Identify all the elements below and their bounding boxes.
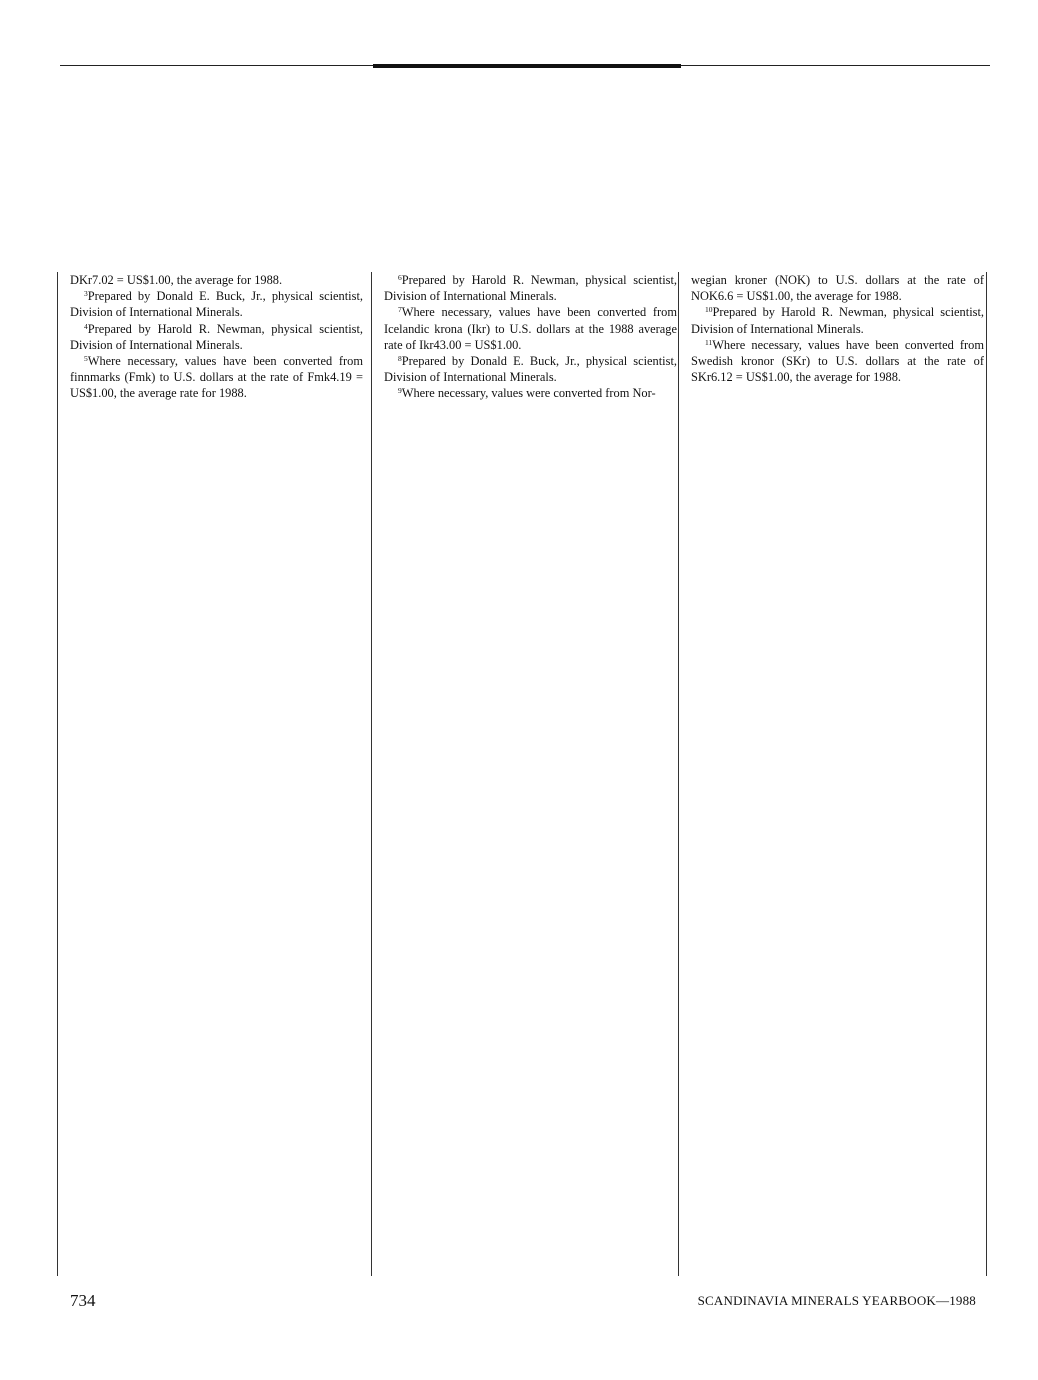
footnotes-column-3 [691, 272, 984, 385]
column-divider-left [57, 272, 58, 1276]
footnote-text: Where necessary, values were converted from Nor- [401, 386, 656, 401]
footnote-5 [70, 353, 363, 402]
footnote-text: Prepared by Donald E. Buck, Jr., physical scientist, Division of International Minerals. [70, 289, 363, 320]
footnote-marker: 10 [705, 305, 713, 315]
footnote-11 [691, 337, 984, 386]
footnote-marker: 11 [705, 337, 713, 347]
footnote-marker: 3 [84, 289, 88, 299]
footnote-text: wegian kroner (NOK) to U.S. dollars at the rate of NOK6.6 = US$1.00, the average for 1988. [691, 273, 984, 304]
footnote-marker: 9 [398, 386, 402, 396]
footnote-3 [70, 288, 363, 320]
top-rule-heavy [373, 64, 681, 68]
footnote-2-continued [70, 272, 363, 288]
footnote-marker: 5 [84, 354, 88, 364]
footnote-9-continued [691, 272, 984, 304]
footnote-9 [384, 385, 677, 401]
footnote-text: Where necessary, values have been converted from Swedish kronor (SKr) to U.S. dollars at the rate of SKr6.12 = US$1.00, the average for 1988. [691, 337, 984, 385]
footnote-10 [691, 304, 984, 336]
column-divider-center-left [371, 272, 372, 1276]
footnote-6 [384, 272, 677, 304]
footnote-marker: 6 [398, 273, 402, 282]
footnote-marker: 4 [84, 321, 88, 331]
footnote-marker: 7 [398, 305, 402, 315]
column-divider-right [986, 272, 987, 1276]
footnote-text: Prepared by Donald E. Buck, Jr., physical scientist, Division of International Minerals. [384, 354, 677, 385]
footnote-7 [384, 304, 677, 353]
page-number: 734 [70, 1291, 96, 1310]
footnotes-column-2 [384, 272, 677, 402]
footnote-text: Where necessary, values have been converted from finnmarks (Fmk) to U.S. dollars at the rate of Fmk4.19 = US$1.00, the average rate for 1988. [70, 354, 363, 401]
footnote-4 [70, 321, 363, 353]
footnote-text: Prepared by Harold R. Newman, physical scientist, Division of International Minerals. [70, 321, 363, 352]
footnote-text: Prepared by Harold R. Newman, physical scientist, Division of International Minerals. [691, 305, 984, 336]
footnote-8 [384, 353, 677, 385]
running-footer-title: SCANDINAVIA MINERALS YEARBOOK—1988 [697, 1293, 976, 1308]
footnote-text: DKr7.02 = US$1.00, the average for 1988. [70, 273, 283, 287]
column-divider-center-right [678, 272, 679, 1276]
footnote-text: Where necessary, values have been converted from Icelandic krona (Ikr) to U.S. dollars at the 1988 average rate of Ikr43.00 = US$1.00. [384, 305, 677, 352]
footnotes-column-1 [70, 272, 363, 402]
footnote-text: Prepared by Harold R. Newman, physical scientist, Division of International Minerals. [384, 273, 677, 304]
footnote-marker: 8 [398, 354, 402, 364]
